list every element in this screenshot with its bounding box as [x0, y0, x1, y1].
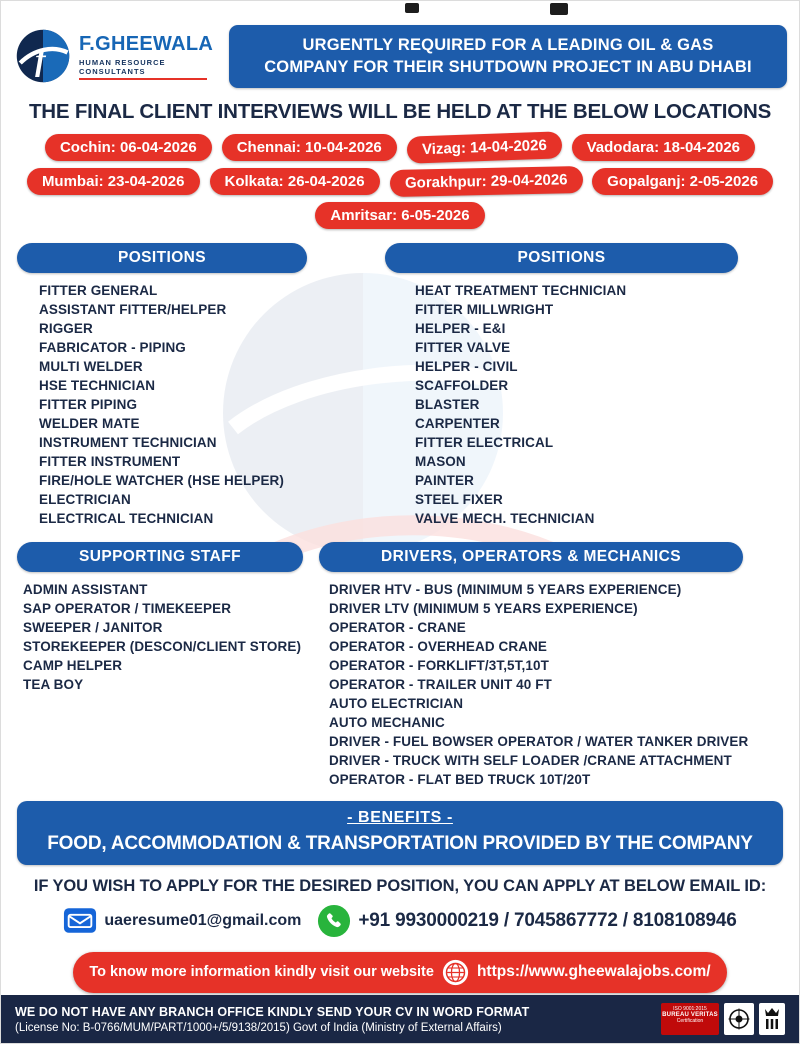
brand-logo-icon — [15, 28, 71, 84]
brand-text — [79, 33, 215, 80]
location-pill: Mumbai: 23-04-2026 — [27, 168, 200, 195]
location-pill: Amritsar: 6-05-2026 — [315, 202, 484, 229]
contact-row — [1, 904, 799, 938]
job-item: AUTO ELECTRICIAN — [329, 695, 464, 711]
website-prefix: To know more information kindly visit our website — [89, 964, 434, 981]
job-item: ADMIN ASSISTANT — [23, 581, 148, 597]
email-group — [63, 907, 301, 934]
job-item: FITTER ELECTRICAL — [415, 434, 554, 450]
whatsapp-icon[interactable] — [317, 904, 351, 938]
website-row — [1, 952, 799, 993]
job-item: HSE TECHNICIAN — [39, 377, 156, 393]
location-row — [1, 134, 799, 161]
tagline-underline — [79, 78, 207, 80]
positions-left-header: POSITIONS — [17, 243, 307, 273]
positions-section — [1, 243, 799, 528]
brand-logo — [15, 28, 215, 84]
headline-line-1: URGENTLY REQUIRED FOR A LEADING OIL & GAS — [302, 36, 714, 54]
binder-mark — [550, 3, 568, 15]
location-pill: Vizag: 14-04-2026 — [406, 131, 562, 163]
svg-text:f: f — [35, 42, 46, 78]
globe-icon — [442, 959, 469, 986]
location-row — [1, 202, 799, 229]
location-pill: Chennai: 10-04-2026 — [222, 134, 397, 161]
job-item: FITTER VALVE — [415, 339, 511, 355]
benefits-text: FOOD, ACCOMMODATION & TRANSPORTATION PROVIDED BY THE COMPANY — [47, 832, 753, 854]
headline-banner — [229, 25, 787, 88]
job-item: MULTI WELDER — [39, 358, 143, 374]
footer — [1, 995, 799, 1043]
footer-notice: WE DO NOT HAVE ANY BRANCH OFFICE KINDLY SEND YOUR CV IN WORD FORMAT — [15, 1004, 530, 1019]
positions-left-column — [17, 243, 373, 528]
supporting-staff-column — [17, 542, 309, 789]
location-row — [1, 168, 799, 195]
job-item: ASSISTANT FITTER/HELPER — [39, 301, 227, 317]
job-item: OPERATOR - FORKLIFT/3T,5T,10T — [329, 657, 549, 673]
bureau-veritas-label: BUREAU VERITAS — [662, 1012, 718, 1018]
email-address[interactable]: uaeresume01@gmail.com — [104, 911, 302, 929]
job-item: HELPER - E&I — [415, 320, 506, 336]
staff-drivers-section — [1, 542, 799, 789]
positions-right-header: POSITIONS — [385, 243, 738, 273]
location-pill: Vadodara: 18-04-2026 — [572, 134, 755, 161]
job-item: RIGGER — [39, 320, 93, 336]
accreditation-emblem-icon — [724, 1003, 754, 1035]
job-item: DRIVER - FUEL BOWSER OPERATOR / WATER TANKER DRIVER — [329, 733, 749, 749]
job-item: OPERATOR - OVERHEAD CRANE — [329, 638, 548, 654]
certification-label: Certification — [676, 1018, 704, 1024]
job-item: FITTER PIPING — [39, 396, 138, 412]
brand-tagline: HUMAN RESOURCE CONSULTANTS — [79, 57, 166, 76]
job-item: BLASTER — [415, 396, 480, 412]
job-item: SWEEPER / JANITOR — [23, 619, 163, 635]
phone-group — [317, 904, 736, 938]
job-item: DRIVER HTV - BUS (MINIMUM 5 YEARS EXPERIENCE) — [329, 581, 682, 597]
job-item: FABRICATOR - PIPING — [39, 339, 186, 355]
job-item: HELPER - CIVIL — [415, 358, 518, 374]
location-pill: Gopalganj: 2-05-2026 — [592, 168, 773, 195]
phone-numbers[interactable]: +91 9930000219 / 7045867772 / 8108108946 — [358, 909, 737, 931]
job-item: HEAT TREATMENT TECHNICIAN — [415, 282, 627, 298]
job-item: PAINTER — [415, 472, 474, 488]
job-item: FITTER MILLWRIGHT — [415, 301, 554, 317]
job-item: STEEL FIXER — [415, 491, 503, 507]
interview-locations — [1, 134, 799, 229]
location-pill: Cochin: 06-04-2026 — [45, 134, 212, 161]
job-item: AUTO MECHANIC — [329, 714, 445, 730]
footer-license: (License No: B-0766/MUM/PART/1000+/5/9138/2015) Govt of India (Ministry of External Affairs) — [15, 1021, 502, 1034]
job-item: OPERATOR - TRAILER UNIT 40 FT — [329, 676, 552, 692]
supporting-staff-list — [17, 580, 309, 694]
certification-badges — [661, 1003, 785, 1035]
job-item: DRIVER - TRUCK WITH SELF LOADER /CRANE ATTACHMENT — [329, 752, 732, 768]
job-item: OPERATOR - FLAT BED TRUCK 10T/20T — [329, 771, 591, 787]
headline-line-2: COMPANY FOR THEIR SHUTDOWN PROJECT IN ABU DHABI — [264, 58, 752, 77]
supporting-staff-header: SUPPORTING STAFF — [17, 542, 303, 572]
positions-right-list — [385, 281, 783, 528]
bureau-veritas-badge — [661, 1003, 719, 1035]
job-item: TEA BOY — [23, 676, 84, 692]
location-pill: Gorakhpur: 29-04-2026 — [389, 166, 582, 197]
apply-instruction: IF YOU WISH TO APPLY FOR THE DESIRED POSITION, YOU CAN APPLY AT BELOW EMAIL ID: — [33, 876, 767, 895]
brand-name: F.GHEEWALA — [79, 32, 214, 55]
job-item: CAMP HELPER — [23, 657, 123, 673]
job-item: ELECTRICAL TECHNICIAN — [39, 510, 214, 526]
job-item: FITTER GENERAL — [39, 282, 158, 298]
website-pill[interactable] — [73, 952, 726, 993]
footer-text — [15, 1005, 529, 1034]
job-item: OPERATOR - CRANE — [329, 619, 466, 635]
job-item: FITTER INSTRUMENT — [39, 453, 181, 469]
mail-icon[interactable] — [63, 907, 97, 934]
page-title: THE FINAL CLIENT INTERVIEWS WILL BE HELD AT THE BELOW LOCATIONS — [28, 99, 772, 123]
website-url[interactable]: https://www.gheewalajobs.com/ — [476, 963, 711, 981]
location-pill: Kolkata: 26-04-2026 — [210, 168, 380, 195]
job-item: FIRE/HOLE WATCHER (HSE HELPER) — [39, 472, 285, 488]
iso-label: ISO 9001:2015 — [673, 1006, 707, 1012]
drivers-list — [319, 580, 783, 789]
poster-content — [1, 1, 799, 1043]
job-item: CARPENTER — [415, 415, 500, 431]
benefits-title: - BENEFITS - — [347, 808, 453, 826]
job-item: DRIVER LTV (MINIMUM 5 YEARS EXPERIENCE) — [329, 600, 638, 616]
binder-mark — [405, 3, 419, 13]
drivers-column — [319, 542, 783, 789]
drivers-header: DRIVERS, OPERATORS & MECHANICS — [319, 542, 743, 572]
job-item: SAP OPERATOR / TIMEKEEPER — [23, 600, 232, 616]
positions-right-column — [385, 243, 783, 528]
job-item: SCAFFOLDER — [415, 377, 509, 393]
job-item: INSTRUMENT TECHNICIAN — [39, 434, 217, 450]
job-item: WELDER MATE — [39, 415, 140, 431]
job-item: STOREKEEPER (DESCON/CLIENT STORE) — [23, 638, 302, 654]
header — [1, 1, 799, 88]
job-item: VALVE MECH. TECHNICIAN — [415, 510, 595, 526]
positions-left-list — [17, 281, 373, 528]
job-item: MASON — [415, 453, 466, 469]
benefits-banner — [17, 801, 783, 865]
ukas-badge-icon — [759, 1003, 785, 1035]
job-item: ELECTRICIAN — [39, 491, 131, 507]
